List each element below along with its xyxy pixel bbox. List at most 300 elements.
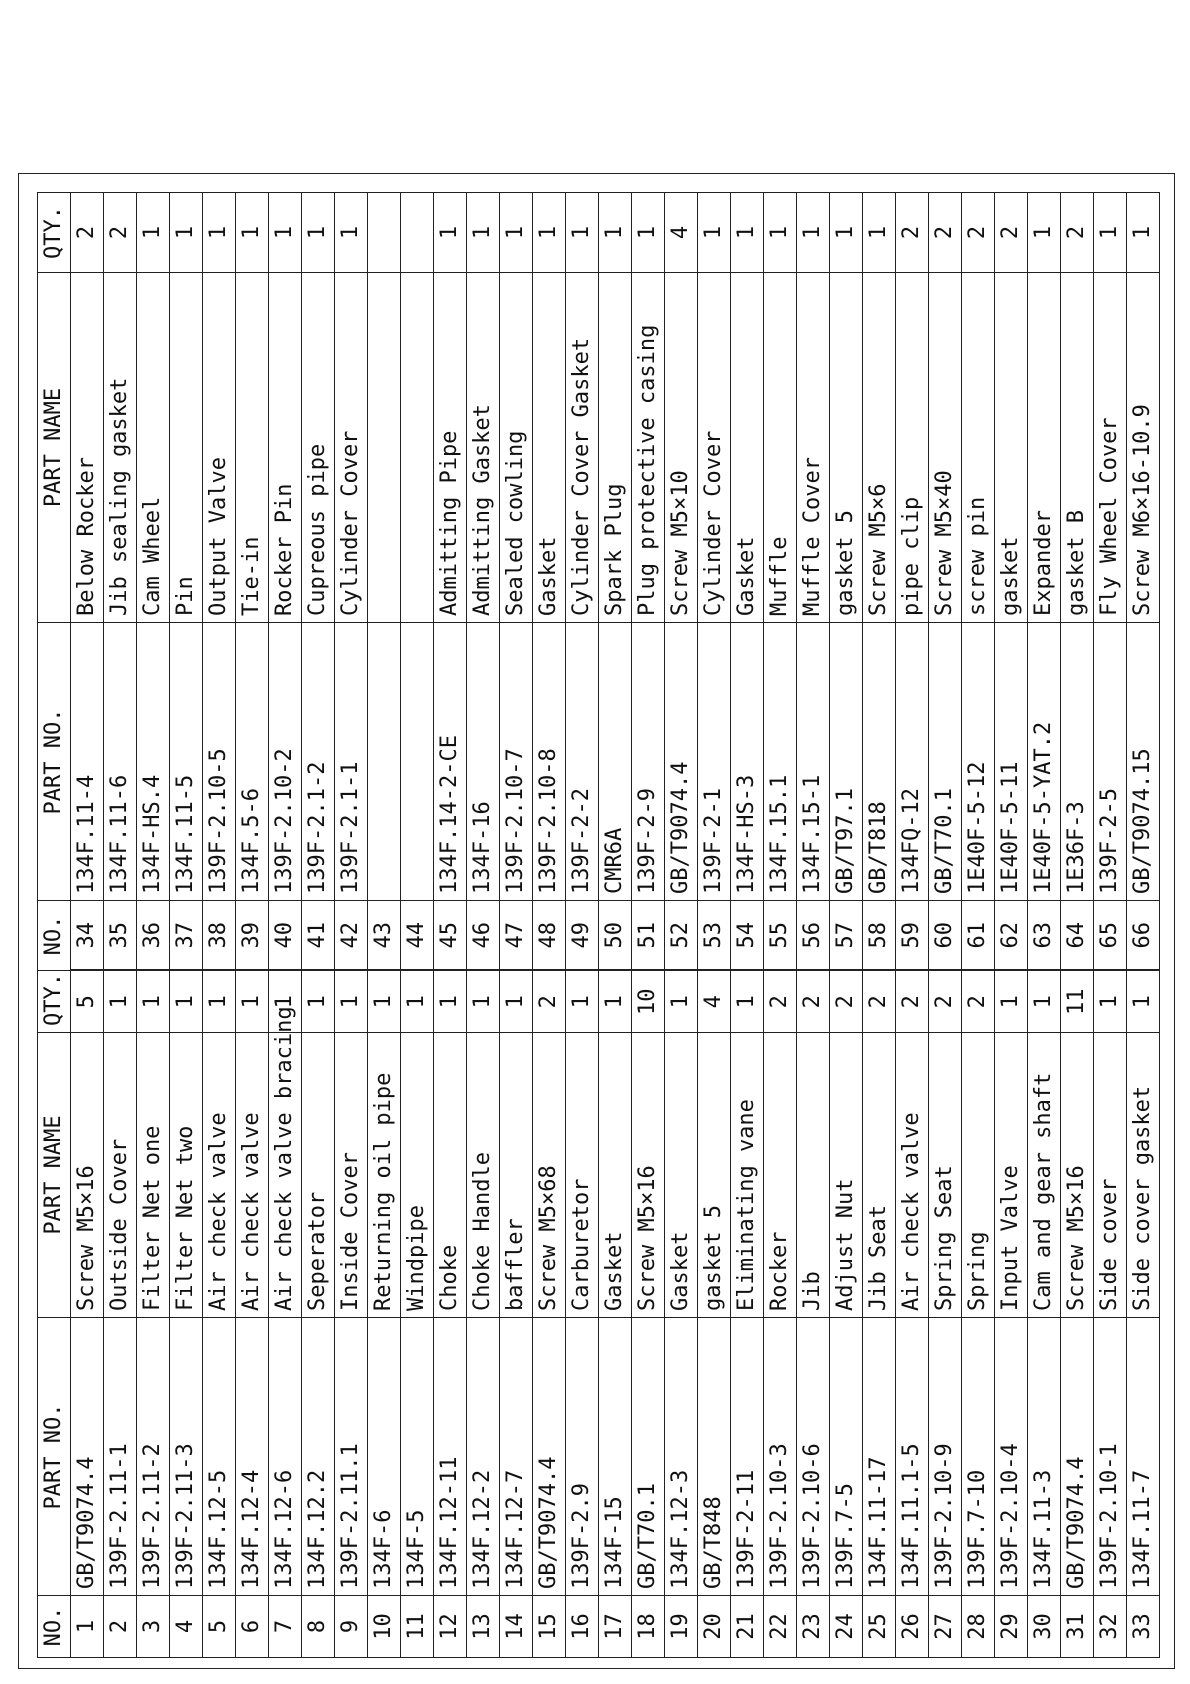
item-number: 42	[335, 901, 368, 971]
item-number: 47	[500, 901, 533, 971]
item-number: 54	[731, 901, 764, 971]
part-number: 139F-2.10-7	[500, 623, 533, 901]
part-name: Air check valve bracing	[269, 1033, 302, 1318]
part-name: Side cover	[1094, 1033, 1127, 1318]
part-name: baffler	[500, 1033, 533, 1318]
part-name: gasket B	[1061, 273, 1094, 623]
part-number: 134F.12-2	[467, 1318, 500, 1596]
quantity: 1	[104, 971, 137, 1033]
part-name: Returning oil pipe	[368, 1033, 401, 1318]
part-name: Outside Cover	[104, 1033, 137, 1318]
table-row	[137, 193, 170, 1658]
part-name: Filter Net two	[170, 1033, 203, 1318]
part-number: 134F-16	[467, 623, 500, 901]
quantity: 2	[929, 193, 962, 273]
item-number: 18	[632, 1596, 665, 1658]
table-row	[1028, 193, 1061, 1658]
quantity: 1	[797, 193, 830, 273]
table-row	[731, 193, 764, 1658]
item-number: 37	[170, 901, 203, 971]
item-number: 65	[1094, 901, 1127, 971]
part-number: 139F-2.10-8	[533, 623, 566, 901]
table-row	[599, 193, 632, 1658]
part-name: Windpipe	[401, 1033, 434, 1318]
part-number: 134F.12-5	[203, 1318, 236, 1596]
part-number: 134F.12-11	[434, 1318, 467, 1596]
part-number: 139F-2-1	[698, 623, 731, 901]
quantity: 2	[830, 971, 863, 1033]
item-number: 40	[269, 901, 302, 971]
part-number: 1E36F-3	[1061, 623, 1094, 901]
part-name: Air check valve	[236, 1033, 269, 1318]
part-number: 134F.12-7	[500, 1318, 533, 1596]
quantity: 2	[104, 193, 137, 273]
quantity: 1	[434, 971, 467, 1033]
part-number: 134F-HS-3	[731, 623, 764, 901]
part-number: 134F.14-2-CE	[434, 623, 467, 901]
table-row	[302, 193, 335, 1658]
item-number: 36	[137, 901, 170, 971]
part-number: 139F-2.1-2	[302, 623, 335, 901]
quantity: 1	[995, 971, 1028, 1033]
table-row	[1127, 193, 1160, 1658]
part-number	[401, 623, 434, 901]
item-number: 30	[1028, 1596, 1061, 1658]
part-name: Pin	[170, 273, 203, 623]
quantity: 2	[929, 971, 962, 1033]
part-name: Output Valve	[203, 273, 236, 623]
quantity: 1	[566, 971, 599, 1033]
part-name: Jib	[797, 1033, 830, 1318]
part-name: gasket 5	[830, 273, 863, 623]
part-number: 139F.7-10	[962, 1318, 995, 1596]
part-number: 134F.12-4	[236, 1318, 269, 1596]
header-qty-left: QTY.	[38, 971, 71, 1033]
part-number: 134F.11-3	[1028, 1318, 1061, 1596]
part-name: Sealed cowling	[500, 273, 533, 623]
table-row	[401, 193, 434, 1658]
item-number: 62	[995, 901, 1028, 971]
item-number: 43	[368, 901, 401, 971]
table-row	[269, 193, 302, 1658]
part-number: 134F.11-17	[863, 1318, 896, 1596]
part-number: 134F-HS.4	[137, 623, 170, 901]
item-number: 11	[401, 1596, 434, 1658]
table-row	[962, 193, 995, 1658]
part-number: GB/T9074.15	[1127, 623, 1160, 901]
table-row	[335, 193, 368, 1658]
part-name: Rocker	[764, 1033, 797, 1318]
table-row	[896, 193, 929, 1658]
part-name: Screw M5×16	[1061, 1033, 1094, 1318]
part-name: Fly Wheel Cover	[1094, 273, 1127, 623]
part-name: Plug protective casing	[632, 273, 665, 623]
item-number: 22	[764, 1596, 797, 1658]
table-row	[236, 193, 269, 1658]
item-number: 60	[929, 901, 962, 971]
item-number: 1	[71, 1596, 104, 1658]
part-name: Admitting Pipe	[434, 273, 467, 623]
header-part-no-right: PART NO.	[38, 623, 71, 901]
quantity: 1	[599, 971, 632, 1033]
quantity: 5	[71, 971, 104, 1033]
quantity: 1	[1094, 971, 1127, 1033]
table-row	[467, 193, 500, 1658]
quantity: 10	[632, 971, 665, 1033]
table-row	[995, 193, 1028, 1658]
quantity: 2	[962, 193, 995, 273]
part-number: 134F.11-4	[71, 623, 104, 901]
item-number: 13	[467, 1596, 500, 1658]
part-number: GB/T848	[698, 1318, 731, 1596]
table-row	[104, 193, 137, 1658]
quantity: 1	[269, 193, 302, 273]
item-number: 4	[170, 1596, 203, 1658]
quantity: 2	[896, 971, 929, 1033]
quantity: 2	[995, 193, 1028, 273]
part-name: Screw M5×16	[71, 1033, 104, 1318]
part-number: 139F-2.10-4	[995, 1318, 1028, 1596]
quantity: 1	[137, 193, 170, 273]
item-number: 58	[863, 901, 896, 971]
part-number: GB/T9074.4	[1061, 1318, 1094, 1596]
part-number: 139F-2.10-5	[203, 623, 236, 901]
table-row	[665, 193, 698, 1658]
quantity: 2	[962, 971, 995, 1033]
part-number: GB/T97.1	[830, 623, 863, 901]
item-number: 51	[632, 901, 665, 971]
part-name: Muffle	[764, 273, 797, 623]
item-number: 48	[533, 901, 566, 971]
part-name: Spark Plug	[599, 273, 632, 623]
part-name: gasket 5	[698, 1033, 731, 1318]
part-name: Cam and gear shaft	[1028, 1033, 1061, 1318]
item-number: 50	[599, 901, 632, 971]
part-name: Air check valve	[203, 1033, 236, 1318]
quantity: 1	[1127, 971, 1160, 1033]
part-name: Side cover gasket	[1127, 1033, 1160, 1318]
quantity: 1	[1127, 193, 1160, 273]
part-name: Seperator	[302, 1033, 335, 1318]
item-number: 35	[104, 901, 137, 971]
part-name: Cupreous pipe	[302, 273, 335, 623]
quantity: 2	[797, 971, 830, 1033]
part-name: Gasket	[731, 273, 764, 623]
table-row	[170, 193, 203, 1658]
quantity: 1	[401, 971, 434, 1033]
quantity: 1	[698, 193, 731, 273]
header-no-left: NO.	[38, 1596, 71, 1658]
part-name: Gasket	[665, 1033, 698, 1318]
item-number: 52	[665, 901, 698, 971]
quantity: 1	[203, 971, 236, 1033]
part-name: Jib Seat	[863, 1033, 896, 1318]
part-name: Choke	[434, 1033, 467, 1318]
quantity	[368, 193, 401, 273]
part-name: Cylinder Cover	[698, 273, 731, 623]
quantity: 1	[1094, 193, 1127, 273]
part-name: Gasket	[599, 1033, 632, 1318]
parts-table	[37, 192, 1160, 1658]
quantity: 1	[500, 971, 533, 1033]
quantity: 1	[830, 193, 863, 273]
parts-list-rotated	[37, 193, 1157, 1658]
part-name: Screw M5×16	[632, 1033, 665, 1318]
item-number: 25	[863, 1596, 896, 1658]
quantity: 1	[335, 193, 368, 273]
part-name: gasket	[995, 273, 1028, 623]
quantity: 1	[599, 193, 632, 273]
item-number: 32	[1094, 1596, 1127, 1658]
quantity: 1	[665, 971, 698, 1033]
table-row	[500, 193, 533, 1658]
part-number: 134F.12.2	[302, 1318, 335, 1596]
part-number: 1E40F-5-YAT.2	[1028, 623, 1061, 901]
quantity: 1	[302, 193, 335, 273]
quantity: 1	[1028, 971, 1061, 1033]
part-number: 139F.7-5	[830, 1318, 863, 1596]
item-number: 44	[401, 901, 434, 971]
header-qty-right: QTY.	[38, 193, 71, 273]
header-row	[38, 193, 71, 1658]
quantity: 1	[170, 971, 203, 1033]
item-number: 3	[137, 1596, 170, 1658]
quantity: 1	[236, 193, 269, 273]
item-number: 45	[434, 901, 467, 971]
item-number: 28	[962, 1596, 995, 1658]
part-number: 139F-2.11-3	[170, 1318, 203, 1596]
item-number: 17	[599, 1596, 632, 1658]
item-number: 27	[929, 1596, 962, 1658]
item-number: 39	[236, 901, 269, 971]
part-name: Filter Net one	[137, 1033, 170, 1318]
item-number: 57	[830, 901, 863, 971]
part-number: 139F-2-9	[632, 623, 665, 901]
part-number: 139F-2.10-9	[929, 1318, 962, 1596]
part-number: 134F.11-5	[170, 623, 203, 901]
part-number: GB/T70.1	[632, 1318, 665, 1596]
item-number: 31	[1061, 1596, 1094, 1658]
quantity: 1	[533, 193, 566, 273]
quantity: 2	[1061, 193, 1094, 273]
part-name: screw pin	[962, 273, 995, 623]
part-number: 139F-2.11-1	[104, 1318, 137, 1596]
part-name: Below Rocker	[71, 273, 104, 623]
item-number: 12	[434, 1596, 467, 1658]
table-row	[566, 193, 599, 1658]
part-number: 134F.11-7	[1127, 1318, 1160, 1596]
quantity: 2	[764, 971, 797, 1033]
quantity: 1	[632, 193, 665, 273]
table-row	[929, 193, 962, 1658]
item-number: 61	[962, 901, 995, 971]
part-number: GB/T818	[863, 623, 896, 901]
part-number: 134F-5	[401, 1318, 434, 1596]
item-number: 49	[566, 901, 599, 971]
part-number: 134F.15-1	[797, 623, 830, 901]
part-name: Air check valve	[896, 1033, 929, 1318]
quantity: 1	[467, 193, 500, 273]
part-name: Screw M5×40	[929, 273, 962, 623]
item-number: 55	[764, 901, 797, 971]
table-row	[863, 193, 896, 1658]
item-number: 7	[269, 1596, 302, 1658]
part-number: 139F-2.11-2	[137, 1318, 170, 1596]
quantity: 1	[269, 971, 302, 1033]
part-name: Inside Cover	[335, 1033, 368, 1318]
header-part-name-left: PART NAME	[38, 1033, 71, 1318]
part-name: Screw M5×68	[533, 1033, 566, 1318]
quantity	[401, 193, 434, 273]
part-number: 139F-2.10-1	[1094, 1318, 1127, 1596]
quantity: 1	[566, 193, 599, 273]
table-row	[632, 193, 665, 1658]
table-row	[368, 193, 401, 1658]
item-number: 38	[203, 901, 236, 971]
quantity: 1	[764, 193, 797, 273]
part-name	[401, 273, 434, 623]
part-number: 134F.11-6	[104, 623, 137, 901]
item-number: 33	[1127, 1596, 1160, 1658]
part-number: 134F.12-3	[665, 1318, 698, 1596]
item-number: 20	[698, 1596, 731, 1658]
table-row	[764, 193, 797, 1658]
item-number: 23	[797, 1596, 830, 1658]
part-name: Jib sealing gasket	[104, 273, 137, 623]
part-name: Screw M5×6	[863, 273, 896, 623]
item-number: 8	[302, 1596, 335, 1658]
item-number: 63	[1028, 901, 1061, 971]
part-name: Spring	[962, 1033, 995, 1318]
table-row	[1061, 193, 1094, 1658]
quantity: 1	[335, 971, 368, 1033]
part-number: 134F-15	[599, 1318, 632, 1596]
part-number: GB/T9074.4	[665, 623, 698, 901]
header-no-right: NO.	[38, 901, 71, 971]
header-part-no-left: PART NO.	[38, 1318, 71, 1596]
table-row	[434, 193, 467, 1658]
quantity: 1	[1028, 193, 1061, 273]
part-name: Spring Seat	[929, 1033, 962, 1318]
item-number: 46	[467, 901, 500, 971]
quantity: 1	[467, 971, 500, 1033]
quantity: 2	[71, 193, 104, 273]
part-number: 1E40F-5-11	[995, 623, 1028, 901]
part-number: 139F-2-11	[731, 1318, 764, 1596]
part-number: 134F.11.1-5	[896, 1318, 929, 1596]
quantity: 1	[863, 193, 896, 273]
part-number: GB/T9074.4	[71, 1318, 104, 1596]
part-number: 139F-2-2	[566, 623, 599, 901]
part-name: Muffle Cover	[797, 273, 830, 623]
part-name: Admitting Gasket	[467, 273, 500, 623]
part-number: 139F-2.10-3	[764, 1318, 797, 1596]
quantity: 4	[698, 971, 731, 1033]
item-number: 26	[896, 1596, 929, 1658]
part-name: Gasket	[533, 273, 566, 623]
table-row	[1094, 193, 1127, 1658]
part-number: 139F-2.1-1	[335, 623, 368, 901]
quantity: 1	[500, 193, 533, 273]
part-name: Cylinder Cover	[335, 273, 368, 623]
table-row	[698, 193, 731, 1658]
quantity: 1	[731, 971, 764, 1033]
part-number: 134F.12-6	[269, 1318, 302, 1596]
item-number: 66	[1127, 901, 1160, 971]
quantity: 2	[896, 193, 929, 273]
item-number: 21	[731, 1596, 764, 1658]
item-number: 59	[896, 901, 929, 971]
table-row	[71, 193, 104, 1658]
quantity: 4	[665, 193, 698, 273]
part-number: 134F.5-6	[236, 623, 269, 901]
part-name: Cam Wheel	[137, 273, 170, 623]
part-number: 134F-6	[368, 1318, 401, 1596]
table-row	[830, 193, 863, 1658]
header-part-name-right: PART NAME	[38, 273, 71, 623]
item-number: 19	[665, 1596, 698, 1658]
part-name: Screw M6×16-10.9	[1127, 273, 1160, 623]
part-name: Input Valve	[995, 1033, 1028, 1318]
part-number: 139F-2.9	[566, 1318, 599, 1596]
part-number: 139F-2.11.1	[335, 1318, 368, 1596]
item-number: 10	[368, 1596, 401, 1658]
part-name: Tie-in	[236, 273, 269, 623]
item-number: 2	[104, 1596, 137, 1658]
part-number: GB/T9074.4	[533, 1318, 566, 1596]
part-number: GB/T70.1	[929, 623, 962, 901]
part-number: 139F-2-5	[1094, 623, 1127, 901]
item-number: 15	[533, 1596, 566, 1658]
item-number: 24	[830, 1596, 863, 1658]
table-row	[797, 193, 830, 1658]
part-name: Expander	[1028, 273, 1061, 623]
item-number: 64	[1061, 901, 1094, 971]
table-row	[203, 193, 236, 1658]
part-name: Cylinder Cover Gasket	[566, 273, 599, 623]
part-number	[368, 623, 401, 901]
item-number: 16	[566, 1596, 599, 1658]
part-name: Choke Handle	[467, 1033, 500, 1318]
part-name: pipe clip	[896, 273, 929, 623]
quantity: 11	[1061, 971, 1094, 1033]
part-name: Rocker Pin	[269, 273, 302, 623]
part-number: CMR6A	[599, 623, 632, 901]
item-number: 53	[698, 901, 731, 971]
quantity: 1	[731, 193, 764, 273]
part-number: 1E40F-5-12	[962, 623, 995, 901]
item-number: 56	[797, 901, 830, 971]
item-number: 6	[236, 1596, 269, 1658]
part-name: Eliminating vane	[731, 1033, 764, 1318]
item-number: 41	[302, 901, 335, 971]
part-number: 134FQ-12	[896, 623, 929, 901]
quantity: 1	[137, 971, 170, 1033]
item-number: 5	[203, 1596, 236, 1658]
quantity: 1	[434, 193, 467, 273]
part-name: Carburetor	[566, 1033, 599, 1318]
quantity: 1	[368, 971, 401, 1033]
quantity: 1	[170, 193, 203, 273]
part-number: 139F-2.10-2	[269, 623, 302, 901]
quantity: 2	[533, 971, 566, 1033]
part-name	[368, 273, 401, 623]
item-number: 14	[500, 1596, 533, 1658]
quantity: 1	[203, 193, 236, 273]
item-number: 9	[335, 1596, 368, 1658]
quantity: 1	[236, 971, 269, 1033]
part-number: 139F-2.10-6	[797, 1318, 830, 1596]
